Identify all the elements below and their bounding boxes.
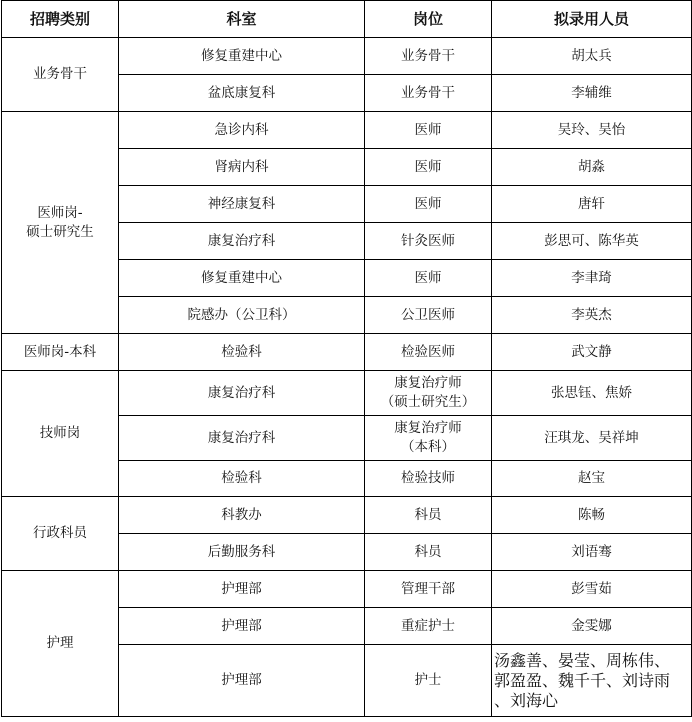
department-cell: 护理部 (119, 645, 365, 717)
position-cell: 医师 (365, 149, 492, 186)
person-cell: 吴玲、吴怡 (492, 112, 692, 149)
person-cell: 李聿琦 (492, 260, 692, 297)
position-cell: 针灸医师 (365, 223, 492, 260)
person-cell: 刘语骞 (492, 534, 692, 571)
person-cell: 李辅维 (492, 75, 692, 112)
department-cell: 急诊内科 (119, 112, 365, 149)
category-cell (2, 112, 119, 334)
department-cell: 康复治疗科 (119, 416, 365, 461)
department-cell: 修复重建中心 (119, 260, 365, 297)
position-line: （硕士研究生） (380, 394, 476, 410)
person-line: 郭盈盈、魏千千、刘诗雨 (494, 670, 671, 690)
person-cell: 汪琪龙、吴祥坤 (492, 416, 692, 461)
header-category: 招聘类别 (2, 1, 119, 38)
table-header-row (2, 1, 692, 38)
person-line: 、刘海心 (494, 690, 559, 710)
position-cell: 医师 (365, 260, 492, 297)
position-cell (365, 371, 492, 416)
person-cell: 唐轩 (492, 186, 692, 223)
category-cell: 业务骨干 (2, 38, 119, 112)
table-row (2, 38, 692, 75)
person-line: 汤鑫善、晏莹、周栋伟、 (494, 650, 671, 670)
department-cell: 神经康复科 (119, 186, 365, 223)
department-cell: 护理部 (119, 608, 365, 645)
category-cell: 技师岗 (2, 371, 119, 497)
person-cell: 赵宝 (492, 461, 692, 497)
person-cell: 武文静 (492, 334, 692, 371)
category-line: 医师岗- (37, 204, 83, 221)
person-cell: 金雯娜 (492, 608, 692, 645)
position-cell: 科员 (365, 534, 492, 571)
table-row (2, 497, 692, 534)
category-cell: 行政科员 (2, 497, 119, 571)
department-cell: 检验科 (119, 334, 365, 371)
position-cell: 公卫医师 (365, 297, 492, 334)
position-cell: 医师 (365, 186, 492, 223)
person-cell: 张思钰、焦娇 (492, 371, 692, 416)
person-cell: 陈畅 (492, 497, 692, 534)
department-cell: 院感办（公卫科） (119, 297, 365, 334)
position-line: 康复治疗师 (394, 420, 462, 436)
position-line: （本科） (401, 439, 455, 455)
table-row (2, 571, 692, 608)
person-cell: 胡淼 (492, 149, 692, 186)
header-hired-person: 拟录用人员 (492, 1, 692, 38)
category-line: 硕士研究生 (26, 223, 94, 240)
department-cell: 康复治疗科 (119, 371, 365, 416)
category-cell: 护理 (2, 571, 119, 717)
person-cell (492, 645, 692, 717)
position-cell: 检验医师 (365, 334, 492, 371)
position-cell: 医师 (365, 112, 492, 149)
position-cell: 管理干部 (365, 571, 492, 608)
position-cell: 业务骨干 (365, 38, 492, 75)
department-cell: 护理部 (119, 571, 365, 608)
position-cell: 检验技师 (365, 461, 492, 497)
department-cell: 肾病内科 (119, 149, 365, 186)
position-line: 康复治疗师 (394, 375, 462, 391)
table-row (2, 112, 692, 149)
position-cell: 业务骨干 (365, 75, 492, 112)
position-cell: 护士 (365, 645, 492, 717)
department-cell: 后勤服务科 (119, 534, 365, 571)
header-department: 科室 (119, 1, 365, 38)
department-cell: 修复重建中心 (119, 38, 365, 75)
department-cell: 检验科 (119, 461, 365, 497)
department-cell: 科教办 (119, 497, 365, 534)
header-position: 岗位 (365, 1, 492, 38)
table-row (2, 371, 692, 416)
department-cell: 康复治疗科 (119, 223, 365, 260)
person-cell: 胡太兵 (492, 38, 692, 75)
recruitment-table (1, 0, 692, 717)
position-cell: 科员 (365, 497, 492, 534)
department-cell: 盆底康复科 (119, 75, 365, 112)
table-row (2, 334, 692, 371)
person-cell: 彭雪茹 (492, 571, 692, 608)
position-cell: 重症护士 (365, 608, 492, 645)
position-cell (365, 416, 492, 461)
person-cell: 李英杰 (492, 297, 692, 334)
category-cell: 医师岗-本科 (2, 334, 119, 371)
person-cell: 彭思可、陈华英 (492, 223, 692, 260)
